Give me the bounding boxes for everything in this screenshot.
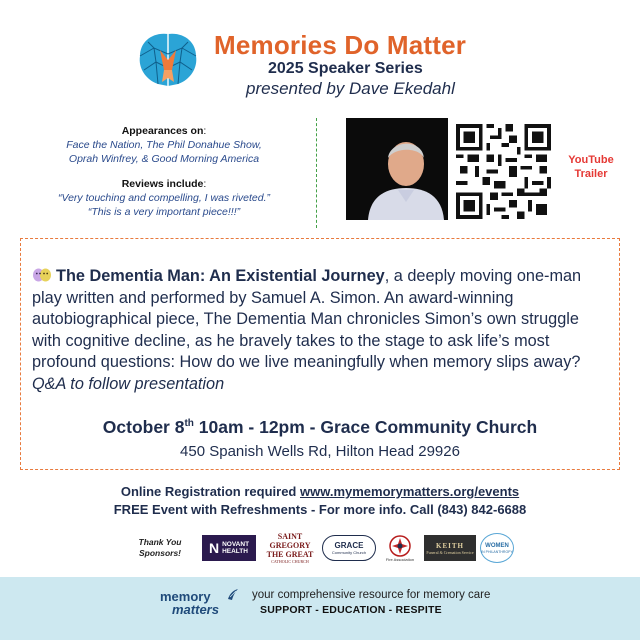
women-line-1: WOMEN	[485, 542, 509, 549]
sponsor-grace-church-logo	[322, 535, 376, 561]
stgreg-line-4: CATHOLIC CHURCH	[271, 559, 309, 564]
registration-link[interactable]: www.mymemorymatters.org/events	[299, 484, 520, 499]
trailer-label: Trailer	[574, 168, 608, 180]
youtube-label: YouTube	[568, 154, 614, 166]
footer-logo-matters: matters	[172, 602, 219, 617]
event-time-place: 10am - 12pm - Grace Community Church	[193, 417, 538, 437]
footer-tagline: your comprehensive resource for memory care	[252, 589, 491, 601]
sponsor-saint-gregory-logo	[262, 532, 318, 564]
appearances-shows-line1: Face the Nation, The Phil Donahue Show,	[66, 139, 262, 151]
appearances-block	[28, 124, 300, 219]
youtube-trailer-link[interactable]	[556, 153, 626, 181]
keith-line-1: KEITH	[436, 541, 464, 550]
event-address: 450 Spanish Wells Rd, Hilton Head 29926	[180, 443, 460, 460]
review-quote-1: “Very touching and compelling, I was riveted.”	[57, 192, 271, 204]
play-description	[32, 266, 608, 395]
women-line-2: IN PHILANTHROPY	[481, 549, 513, 554]
review-quote-2: “This is a very important piece!!!”	[87, 206, 241, 218]
play-title: The Dementia Man: An Existential Journey	[56, 267, 385, 285]
keith-line-2: Funeral & Cremation Service	[426, 549, 474, 555]
stgreg-line-2: GREGORY	[269, 541, 311, 550]
novant-mark: N	[208, 540, 220, 556]
sponsor-fire-association-logo	[382, 532, 418, 564]
qr-code-icon[interactable]	[456, 124, 551, 219]
event-datetime	[20, 417, 620, 438]
qa-note: Q&A to follow presentation	[32, 374, 225, 393]
fire-line-1: Fire Association	[385, 556, 415, 562]
reviews-heading: Reviews include:	[121, 178, 207, 190]
fire-emblem-icon	[389, 535, 411, 557]
speaker-photo	[346, 118, 448, 220]
stgreg-line-1: SAINT	[277, 532, 303, 541]
footer-logo-memory: memory	[160, 589, 211, 604]
thanks-line-2: Sponsors!	[138, 548, 182, 558]
free-event-line: FREE Event with Refreshments - For more info. Call (843) 842-6688	[113, 502, 527, 517]
appearances-shows-line2: Oprah Winfrey, & Good Morning America	[68, 153, 260, 165]
stgreg-line-3: THE GREAT	[266, 550, 314, 559]
thanks-line-1: Thank You	[138, 537, 182, 547]
theater-masks-icon	[32, 268, 52, 282]
sponsor-women-in-philanthropy-logo	[480, 533, 514, 563]
novant-line-1: NOVANT	[222, 541, 250, 548]
play-body: , a deeply moving one-man play written and performed by Samuel A. Simon. An award-winning autobiographical piece, The Dementia Man chronicles Simon’s own struggle with cognitive decline, as he bravely takes to the stage to ask life’s most profound questions: How do we live meaningfully when memory slips away?	[32, 267, 582, 371]
memory-matters-mark-icon	[226, 587, 240, 601]
appearances-heading: Appearances on:	[121, 125, 207, 137]
registration-line	[20, 484, 620, 499]
grace-line-2: Community Church	[331, 550, 367, 555]
sponsor-keith-logo	[424, 535, 476, 561]
presenter-line: presented by Dave Ekedahl	[246, 79, 455, 98]
grace-line-1: GRACE	[334, 541, 364, 550]
sponsors-thanks	[128, 537, 192, 559]
footer-pillars: SUPPORT - EDUCATION - RESPITE	[260, 604, 442, 616]
series-subtitle: 2025 Speaker Series	[268, 60, 423, 77]
novant-line-2: HEALTH	[222, 548, 248, 555]
sponsor-novant-health-logo	[202, 535, 256, 561]
brain-icon	[134, 30, 202, 90]
event-date: October 8	[102, 417, 185, 437]
event-ordinal: th	[184, 418, 194, 430]
page-title: Memories Do Matter	[214, 30, 467, 60]
vertical-divider	[316, 118, 317, 228]
registration-text: Online Registration required	[120, 484, 300, 499]
